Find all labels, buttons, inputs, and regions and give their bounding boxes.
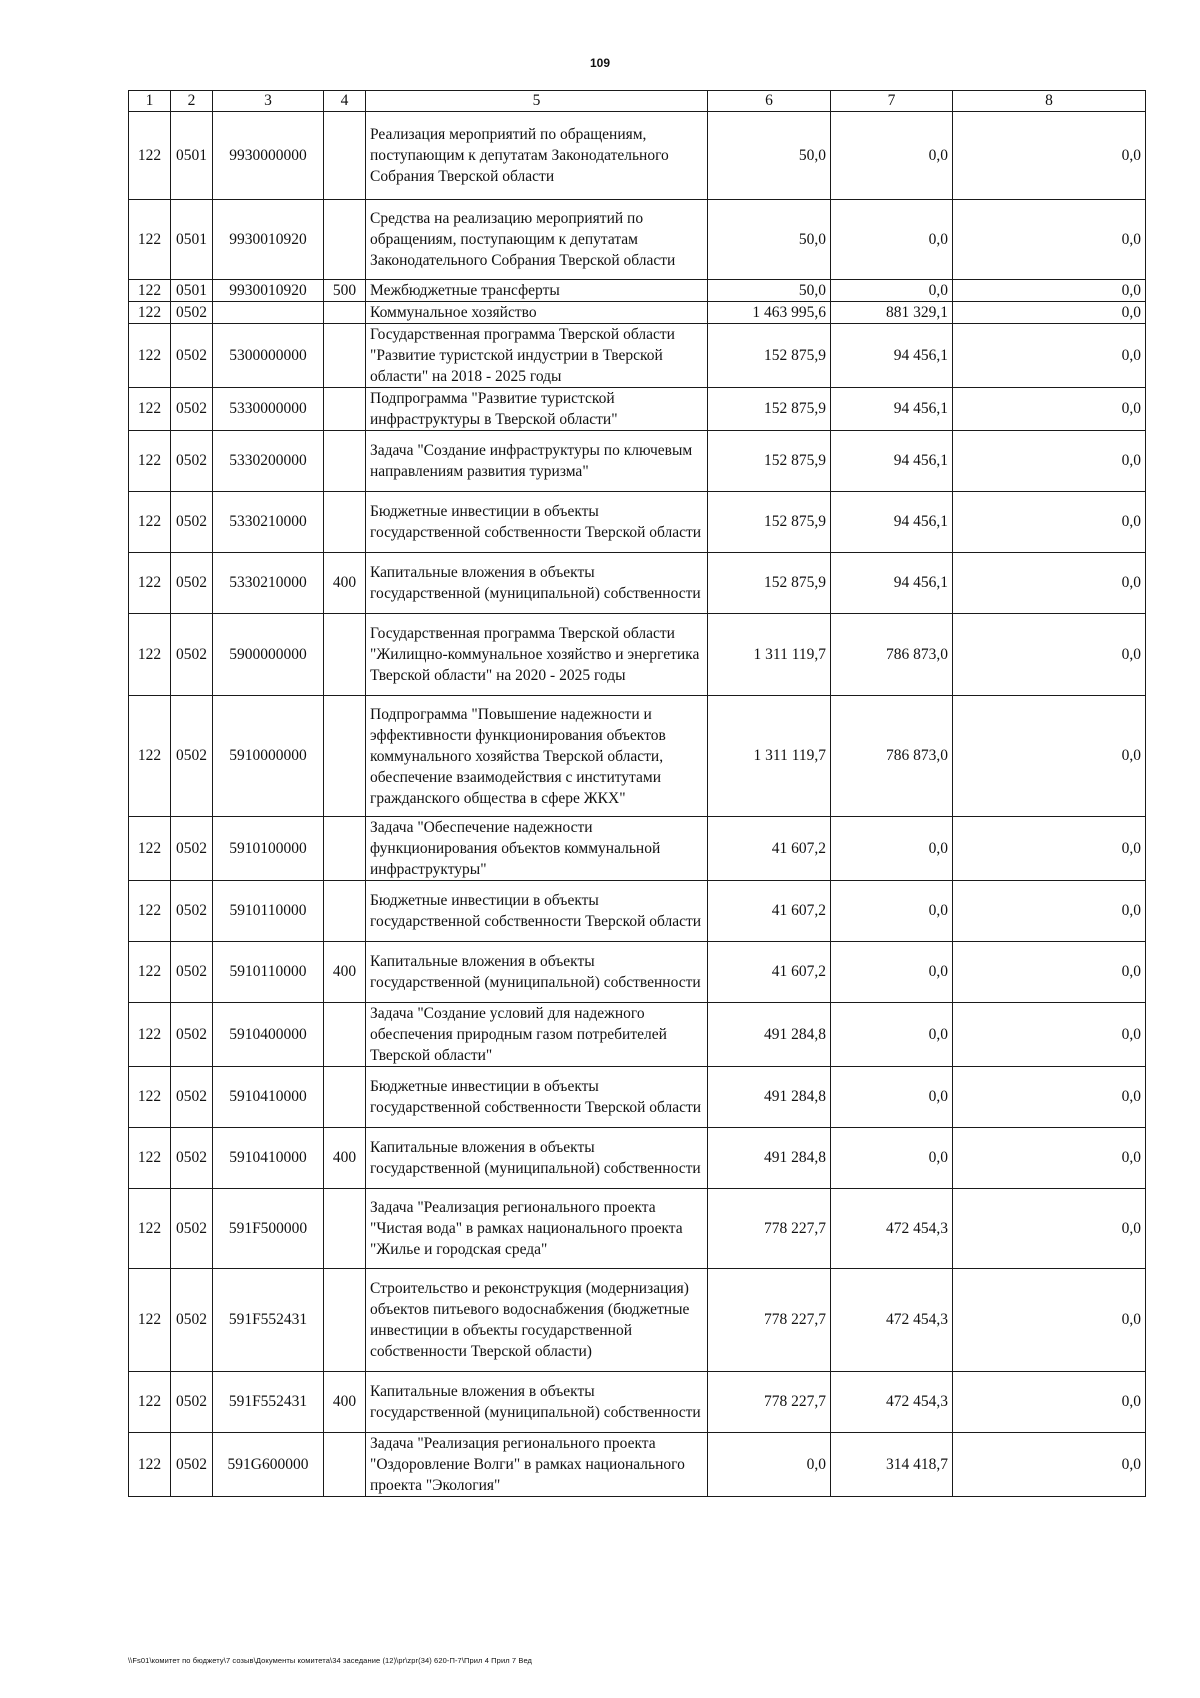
cell-col-5: Государственная программа Тверской области "Жилищно-коммунальное хозяйство и энергетика Тверской области" на 2020 - 2025 годы [366,614,708,696]
cell-col-5: Бюджетные инвестиции в объекты государственной собственности Тверской области [366,1067,708,1128]
col-header-3: 3 [213,91,324,112]
cell-col-5: Подпрограмма "Развитие туристской инфраструктуры в Тверской области" [366,388,708,431]
cell-col-7: 94 456,1 [831,388,953,431]
cell-col-6: 41 607,2 [708,942,831,1003]
cell-col-8: 0,0 [953,200,1146,280]
cell-col-2: 0502 [171,1128,213,1189]
table-row [129,1003,1146,1067]
table-row [129,112,1146,200]
cell-col-6: 152 875,9 [708,324,831,388]
cell-col-1: 122 [129,942,171,1003]
cell-col-2: 0502 [171,553,213,614]
table-row [129,1269,1146,1372]
cell-col-5: Капитальные вложения в объекты государственной (муниципальной) собственности [366,553,708,614]
cell-col-5: Коммунальное хозяйство [366,302,708,324]
cell-col-7: 94 456,1 [831,492,953,553]
cell-col-6: 1 311 119,7 [708,696,831,817]
cell-col-6: 778 227,7 [708,1372,831,1433]
table-row [129,696,1146,817]
cell-col-3: 5910100000 [213,817,324,881]
cell-col-6: 491 284,8 [708,1003,831,1067]
cell-col-2: 0502 [171,388,213,431]
cell-col-4 [324,492,366,553]
cell-col-8: 0,0 [953,1372,1146,1433]
cell-col-4 [324,1433,366,1497]
cell-col-1: 122 [129,302,171,324]
cell-col-8: 0,0 [953,1128,1146,1189]
cell-col-5: Капитальные вложения в объекты государственной (муниципальной) собственности [366,1128,708,1189]
cell-col-4: 400 [324,942,366,1003]
cell-col-7: 94 456,1 [831,553,953,614]
cell-col-6: 152 875,9 [708,492,831,553]
cell-col-8: 0,0 [953,696,1146,817]
cell-col-8: 0,0 [953,1433,1146,1497]
cell-col-7: 0,0 [831,942,953,1003]
cell-col-7: 94 456,1 [831,431,953,492]
cell-col-8: 0,0 [953,112,1146,200]
cell-col-7: 314 418,7 [831,1433,953,1497]
cell-col-3: 5910110000 [213,942,324,1003]
cell-col-6: 1 311 119,7 [708,614,831,696]
cell-col-8: 0,0 [953,1003,1146,1067]
cell-col-2: 0502 [171,817,213,881]
col-header-7: 7 [831,91,953,112]
cell-col-5: Задача "Обеспечение надежности функционирования объектов коммунальной инфраструктуры" [366,817,708,881]
cell-col-3: 591F552431 [213,1372,324,1433]
cell-col-4 [324,817,366,881]
cell-col-8: 0,0 [953,1189,1146,1269]
cell-col-7: 0,0 [831,817,953,881]
cell-col-1: 122 [129,817,171,881]
cell-col-3: 9930010920 [213,200,324,280]
cell-col-8: 0,0 [953,431,1146,492]
cell-col-3: 5910410000 [213,1128,324,1189]
col-header-2: 2 [171,91,213,112]
cell-col-1: 122 [129,1067,171,1128]
cell-col-5: Задача "Реализация регионального проекта "Оздоровление Волги" в рамках национального проекта "Экология" [366,1433,708,1497]
table-row [129,280,1146,302]
cell-col-8: 0,0 [953,1269,1146,1372]
cell-col-3: 5330210000 [213,553,324,614]
cell-col-1: 122 [129,1128,171,1189]
cell-col-5: Задача "Создание условий для надежного обеспечения природным газом потребителей Тверской области" [366,1003,708,1067]
cell-col-7: 472 454,3 [831,1189,953,1269]
cell-col-3: 591G600000 [213,1433,324,1497]
cell-col-2: 0502 [171,302,213,324]
cell-col-3: 9930010920 [213,280,324,302]
cell-col-5: Реализация мероприятий по обращениям, поступающим к депутатам Законодательного Собрания Тверской области [366,112,708,200]
cell-col-1: 122 [129,1433,171,1497]
cell-col-8: 0,0 [953,817,1146,881]
cell-col-3: 5300000000 [213,324,324,388]
cell-col-5: Строительство и реконструкция (модернизация) объектов питьевого водоснабжения (бюджетные инвестиции в объекты государственной собственности Тверской области) [366,1269,708,1372]
cell-col-6: 152 875,9 [708,431,831,492]
cell-col-1: 122 [129,614,171,696]
cell-col-4 [324,1003,366,1067]
cell-col-4 [324,1067,366,1128]
cell-col-6: 41 607,2 [708,817,831,881]
cell-col-2: 0502 [171,1189,213,1269]
cell-col-4 [324,696,366,817]
cell-col-2: 0502 [171,324,213,388]
cell-col-4 [324,112,366,200]
cell-col-4 [324,1269,366,1372]
cell-col-6: 152 875,9 [708,388,831,431]
cell-col-3: 5910110000 [213,881,324,942]
cell-col-2: 0502 [171,1269,213,1372]
cell-col-8: 0,0 [953,324,1146,388]
cell-col-4 [324,302,366,324]
table-row [129,302,1146,324]
cell-col-4 [324,614,366,696]
cell-col-6: 491 284,8 [708,1128,831,1189]
table-row [129,817,1146,881]
cell-col-4 [324,324,366,388]
cell-col-1: 122 [129,324,171,388]
cell-col-1: 122 [129,200,171,280]
cell-col-6: 50,0 [708,280,831,302]
table-row [129,388,1146,431]
cell-col-3: 5330000000 [213,388,324,431]
cell-col-8: 0,0 [953,492,1146,553]
cell-col-8: 0,0 [953,280,1146,302]
cell-col-5: Капитальные вложения в объекты государственной (муниципальной) собственности [366,942,708,1003]
cell-col-3: 591F500000 [213,1189,324,1269]
cell-col-8: 0,0 [953,614,1146,696]
cell-col-3: 5330210000 [213,492,324,553]
cell-col-6: 152 875,9 [708,553,831,614]
cell-col-1: 122 [129,112,171,200]
cell-col-4 [324,200,366,280]
cell-col-5: Бюджетные инвестиции в объекты государственной собственности Тверской области [366,492,708,553]
cell-col-1: 122 [129,492,171,553]
cell-col-1: 122 [129,553,171,614]
cell-col-2: 0502 [171,1372,213,1433]
cell-col-1: 122 [129,1372,171,1433]
cell-col-5: Государственная программа Тверской области "Развитие туристской индустрии в Тверской области" на 2018 - 2025 годы [366,324,708,388]
cell-col-4 [324,388,366,431]
budget-table [128,90,1146,1497]
cell-col-2: 0502 [171,1433,213,1497]
cell-col-8: 0,0 [953,1067,1146,1128]
cell-col-2: 0502 [171,431,213,492]
cell-col-4: 500 [324,280,366,302]
cell-col-2: 0502 [171,696,213,817]
table-row [129,614,1146,696]
cell-col-2: 0502 [171,492,213,553]
cell-col-5: Бюджетные инвестиции в объекты государственной собственности Тверской области [366,881,708,942]
cell-col-4: 400 [324,553,366,614]
cell-col-6: 50,0 [708,200,831,280]
cell-col-7: 786 873,0 [831,696,953,817]
table-row [129,942,1146,1003]
cell-col-7: 472 454,3 [831,1372,953,1433]
footer-file-path: \\Fs01\комитет по бюджету\7 созыв\Документы комитета\34 заседание (12)\pr\zpr(34) 620-П-7\Прил 4 Прил 7 Вед [128,1656,533,1665]
cell-col-4: 400 [324,1372,366,1433]
page-number: 109 [589,56,611,70]
cell-col-3: 5910000000 [213,696,324,817]
cell-col-6: 41 607,2 [708,881,831,942]
cell-col-7: 0,0 [831,881,953,942]
cell-col-6: 1 463 995,6 [708,302,831,324]
cell-col-5: Межбюджетные трансферты [366,280,708,302]
table-row [129,324,1146,388]
cell-col-1: 122 [129,431,171,492]
cell-col-3 [213,302,324,324]
cell-col-4: 400 [324,1128,366,1189]
col-header-8: 8 [953,91,1146,112]
cell-col-6: 778 227,7 [708,1189,831,1269]
table-row [129,492,1146,553]
cell-col-7: 0,0 [831,1003,953,1067]
cell-col-5: Задача "Реализация регионального проекта "Чистая вода" в рамках национального проекта "Жилье и городская среда" [366,1189,708,1269]
cell-col-7: 0,0 [831,112,953,200]
cell-col-3: 5910410000 [213,1067,324,1128]
table-row [129,1433,1146,1497]
cell-col-2: 0501 [171,200,213,280]
cell-col-6: 491 284,8 [708,1067,831,1128]
cell-col-1: 122 [129,1189,171,1269]
cell-col-3: 5910400000 [213,1003,324,1067]
cell-col-5: Подпрограмма "Повышение надежности и эффективности функционирования объектов коммунального хозяйства Тверской области, обеспечение взаимодействия с институтами гражданского общества в сфере ЖКХ" [366,696,708,817]
header-row [129,91,1146,112]
cell-col-8: 0,0 [953,942,1146,1003]
table-row [129,1372,1146,1433]
cell-col-8: 0,0 [953,553,1146,614]
cell-col-7: 0,0 [831,200,953,280]
table-row [129,553,1146,614]
cell-col-2: 0502 [171,881,213,942]
cell-col-7: 0,0 [831,1067,953,1128]
cell-col-7: 0,0 [831,280,953,302]
cell-col-1: 122 [129,280,171,302]
cell-col-2: 0502 [171,614,213,696]
cell-col-2: 0501 [171,280,213,302]
cell-col-1: 122 [129,1269,171,1372]
cell-col-7: 94 456,1 [831,324,953,388]
cell-col-8: 0,0 [953,388,1146,431]
cell-col-3: 591F552431 [213,1269,324,1372]
cell-col-1: 122 [129,388,171,431]
cell-col-7: 881 329,1 [831,302,953,324]
cell-col-4 [324,431,366,492]
col-header-5: 5 [366,91,708,112]
cell-col-8: 0,0 [953,302,1146,324]
table-row [129,431,1146,492]
col-header-6: 6 [708,91,831,112]
cell-col-6: 778 227,7 [708,1269,831,1372]
cell-col-7: 0,0 [831,1128,953,1189]
cell-col-2: 0501 [171,112,213,200]
cell-col-6: 50,0 [708,112,831,200]
col-header-1: 1 [129,91,171,112]
table-row [129,1189,1146,1269]
cell-col-2: 0502 [171,1067,213,1128]
cell-col-3: 5900000000 [213,614,324,696]
cell-col-2: 0502 [171,942,213,1003]
cell-col-3: 5330200000 [213,431,324,492]
cell-col-1: 122 [129,696,171,817]
cell-col-4 [324,881,366,942]
table-row [129,1067,1146,1128]
cell-col-3: 9930000000 [213,112,324,200]
cell-col-8: 0,0 [953,881,1146,942]
table-row [129,1128,1146,1189]
cell-col-5: Капитальные вложения в объекты государственной (муниципальной) собственности [366,1372,708,1433]
cell-col-7: 786 873,0 [831,614,953,696]
cell-col-5: Средства на реализацию мероприятий по обращениям, поступающим к депутатам Законодательного Собрания Тверской области [366,200,708,280]
cell-col-6: 0,0 [708,1433,831,1497]
table-row [129,200,1146,280]
col-header-4: 4 [324,91,366,112]
cell-col-4 [324,1189,366,1269]
cell-col-1: 122 [129,881,171,942]
cell-col-5: Задача "Создание инфраструктуры по ключевым направлениям развития туризма" [366,431,708,492]
table-row [129,881,1146,942]
cell-col-1: 122 [129,1003,171,1067]
cell-col-2: 0502 [171,1003,213,1067]
cell-col-7: 472 454,3 [831,1269,953,1372]
